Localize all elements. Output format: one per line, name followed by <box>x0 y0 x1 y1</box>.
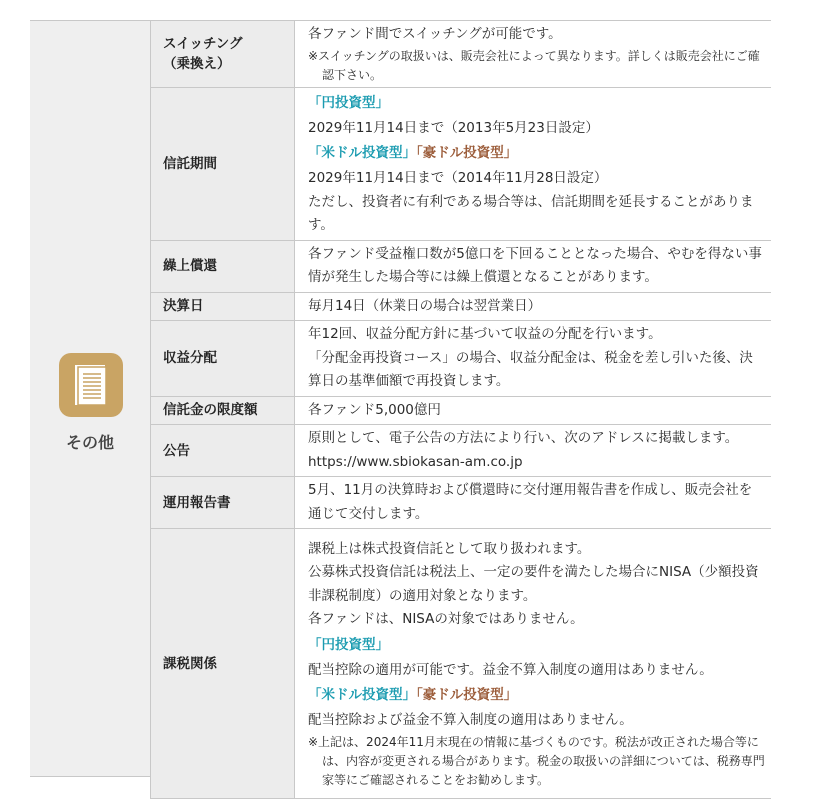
label-switching: スイッチング （乗換え） <box>151 21 295 88</box>
label-report: 運用報告書 <box>151 477 295 529</box>
value-distribution: 年12回、収益分配方針に基づいて収益の分配を行います。 「分配金再投資コース」の場合、収益分配金は、税金を差し引いた後、決算日の基準価額で再投資します。 <box>295 321 772 397</box>
document-icon <box>59 353 123 417</box>
tax-tag-usd: 「米ドル投資型」 <box>308 687 416 703</box>
tag-aud: 「豪ドル投資型」 <box>416 145 518 161</box>
row-notice <box>151 425 772 477</box>
category-label: その他 <box>65 433 114 452</box>
tax-tag-aud: 「豪ドル投資型」 <box>416 687 518 703</box>
row-trust-limit <box>151 396 772 425</box>
value-notice: 原則として、電子公告の方法により行い、次のアドレスに掲載します。 https://www.sbiokasan-am.co.jp <box>295 425 772 477</box>
label-distribution: 収益分配 <box>151 321 295 397</box>
value-tax: 課税上は株式投資信託として取り扱われます。 公募株式投資信託は税法上、一定の要件を満たした場合にNISA（少額投資非課税制度）の適用対象となります。 各ファンドは、NISAの対象ではありません。 「円投資型」 配当控除の適用が可能です。益金不算入制度の適用はありません。 「米ドル投資型」「豪ドル投資型」 配当控除および益金不算入制度の適用はありません。 ※上記は、2024年11月末現在の情報に基づくものです。税法が改正された場合等には、内容が変更される場合があります。税金の取扱いの詳細については、税務専門家等にご確認されることをお勧めします。 <box>295 529 772 799</box>
row-settlement <box>151 292 772 321</box>
value-switching: 各ファンド間でスイッチングが可能です。 ※スイッチングの取扱いは、販売会社によって異なります。詳しくは販売会社にご確認下さい。 <box>295 21 772 88</box>
notice-url: https://www.sbiokasan-am.co.jp <box>308 453 523 470</box>
label-notice: 公告 <box>151 425 295 477</box>
label-settlement: 決算日 <box>151 292 295 321</box>
tax-tag-yen: 「円投資型」 <box>308 636 389 653</box>
label-early-redemption: 繰上償還 <box>151 240 295 292</box>
label-tax: 課税関係 <box>151 529 295 799</box>
row-switching <box>151 21 772 88</box>
label-trust-period: 信託期間 <box>151 87 295 240</box>
row-trust-period <box>151 87 772 240</box>
row-early-redemption <box>151 240 772 292</box>
value-early-redemption: 各ファンド受益権口数が5億口を下回ることとなった場合、やむを得ない事情が発生した場合等には繰上償還となることがあります。 <box>295 240 772 292</box>
value-report: 5月、11月の決算時および償還時に交付運用報告書を作成し、販売会社を通じて交付します。 <box>295 477 772 529</box>
value-trust-limit: 各ファンド5,000億円 <box>295 396 772 425</box>
row-tax <box>151 529 772 799</box>
label-trust-limit: 信託金の限度額 <box>151 396 295 425</box>
tag-yen: 「円投資型」 <box>308 94 389 111</box>
tag-usd: 「米ドル投資型」 <box>308 145 416 161</box>
info-table <box>150 20 771 799</box>
fund-info-section <box>30 20 771 787</box>
value-trust-period: 「円投資型」 2029年11月14日まで（2013年5月23日設定） 「米ドル投資型」「豪ドル投資型」 2029年11月14日まで（2014年11月28日設定） ただし、投資者に有利である場合等は、信託期間を延長することがあります。 <box>295 87 772 240</box>
category-sidebar <box>30 20 150 777</box>
value-settlement: 毎月14日（休業日の場合は翌営業日） <box>295 292 772 321</box>
row-distribution <box>151 321 772 397</box>
row-report <box>151 477 772 529</box>
